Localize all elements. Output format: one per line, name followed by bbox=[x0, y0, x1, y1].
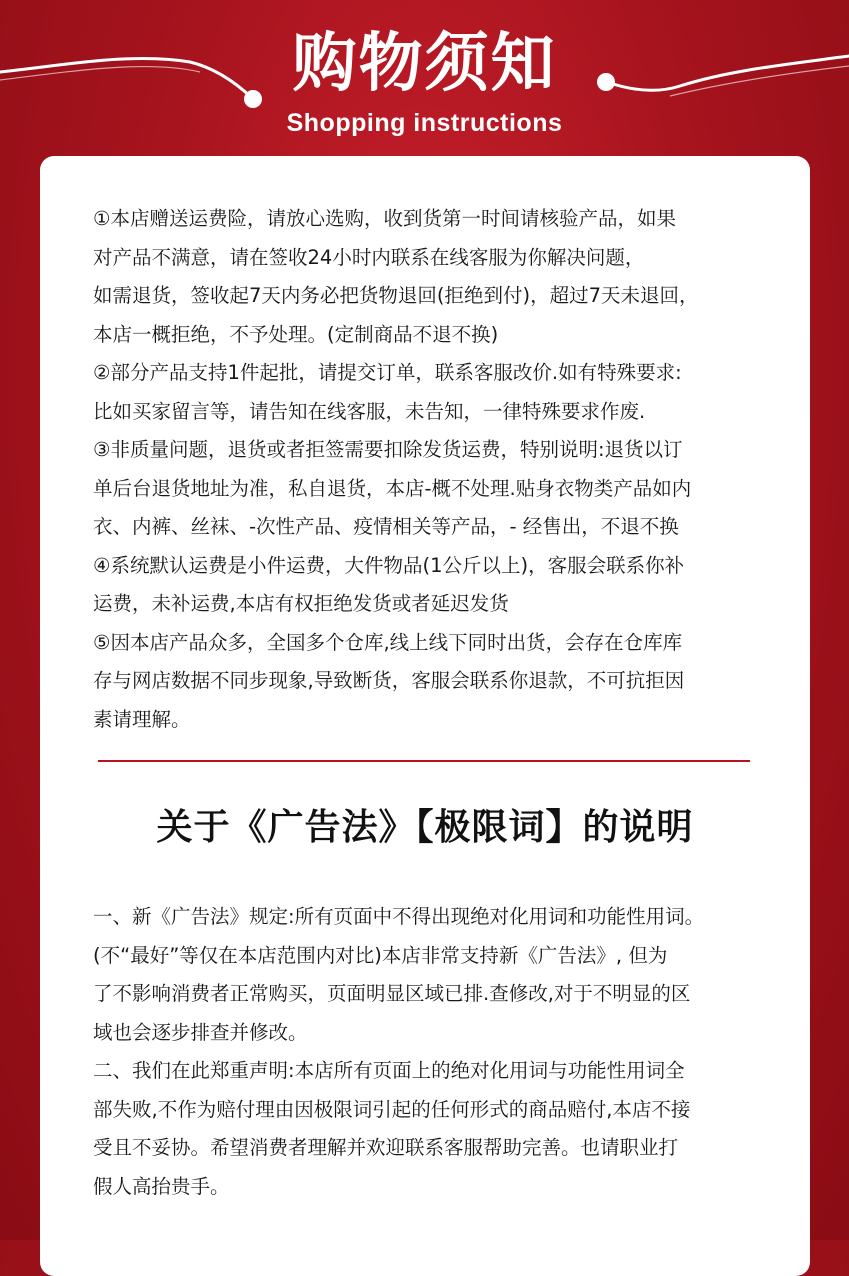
notice-line: ③非质量问题，退货或者拒签需要扣除发货运费，特别说明:退货以订 bbox=[93, 438, 683, 461]
notice-line: 比如买家留言等，请告知在线客服，未告知，一律特殊要求作废. bbox=[93, 399, 646, 423]
ad-law-line: (不“最好”等仅在本店范围内对比)本店非常支持新《广告法》, 但为 bbox=[93, 943, 668, 967]
notice-line: ④系统默认运费是小件运费，大件物品(1公斤以上)，客服会联系你补 bbox=[93, 553, 685, 577]
notice-line: 单后台退货地址为准，私自退货，本店-概不处理.贴身衣物类产品如内 bbox=[93, 476, 692, 500]
ad-law-line: 部失败,不作为赔付理由因极限词引起的任何形式的商品赔付,本店不接 bbox=[93, 1097, 691, 1121]
ad-law-heading: 关于《广告法》【极限词】的说明 bbox=[156, 807, 694, 848]
ad-law-line: 一、新《广告法》规定:所有页面中不得出现绝对化用词和功能性用词。 bbox=[93, 905, 705, 928]
notice-line: 运费，未补运费,本店有权拒绝发货或者延迟发货 bbox=[93, 592, 509, 615]
ad-law-section bbox=[93, 898, 783, 1206]
ad-law-line: 二、我们在此郑重声明:本店所有页面上的绝对化用词与功能性用词全 bbox=[93, 1059, 685, 1082]
notice-line: ⑤因本店产品众多，全国多个仓库,线上线下同时出货，会存在仓库库 bbox=[93, 630, 683, 654]
ad-law-line: 假人高抬贵手。 bbox=[93, 1174, 230, 1198]
notice-line: ②部分产品支持1件起批，请提交订单，联系客服改价.如有特殊要求: bbox=[93, 361, 682, 384]
ad-law-line: 了不影响消费者正常购买，页面明显区域已排.查修改,对于不明显的区 bbox=[93, 982, 691, 1005]
shopping-notice-section bbox=[93, 200, 783, 739]
notice-line: 本店一概拒绝，不予处理。(定制商品不退不换) bbox=[93, 322, 499, 346]
notice-line: 存与网店数据不同步现象,导致断货，客服会联系你退款，不可抗拒因 bbox=[93, 669, 685, 692]
ad-law-line: 受且不妥协。希望消费者理解并欢迎联系客服帮助完善。也请职业打 bbox=[93, 1136, 679, 1159]
notice-line: 素请理解。 bbox=[93, 707, 191, 731]
notice-line: 对产品不满意，请在签收24小时内联系在线客服为你解决问题， bbox=[93, 245, 645, 269]
notice-line: 衣、内裤、丝袜、-次性产品、疫情相关等产品，- 经售出，不退不换 bbox=[93, 515, 679, 538]
page-subtitle: Shopping instructions bbox=[286, 109, 563, 137]
content-card bbox=[40, 156, 810, 1276]
ad-law-line: 域也会逐步排查并修改。 bbox=[93, 1020, 308, 1044]
header bbox=[0, 0, 849, 160]
notice-line: 如需退货，签收起7天内务必把货物退回(拒绝到付)，超过7天未退回， bbox=[93, 284, 699, 307]
notice-line: ①本店赠送运费险，请放心选购，收到货第一时间请核验产品，如果 bbox=[93, 207, 676, 230]
section-divider bbox=[98, 760, 750, 762]
page-title: 购物须知 bbox=[292, 27, 557, 101]
